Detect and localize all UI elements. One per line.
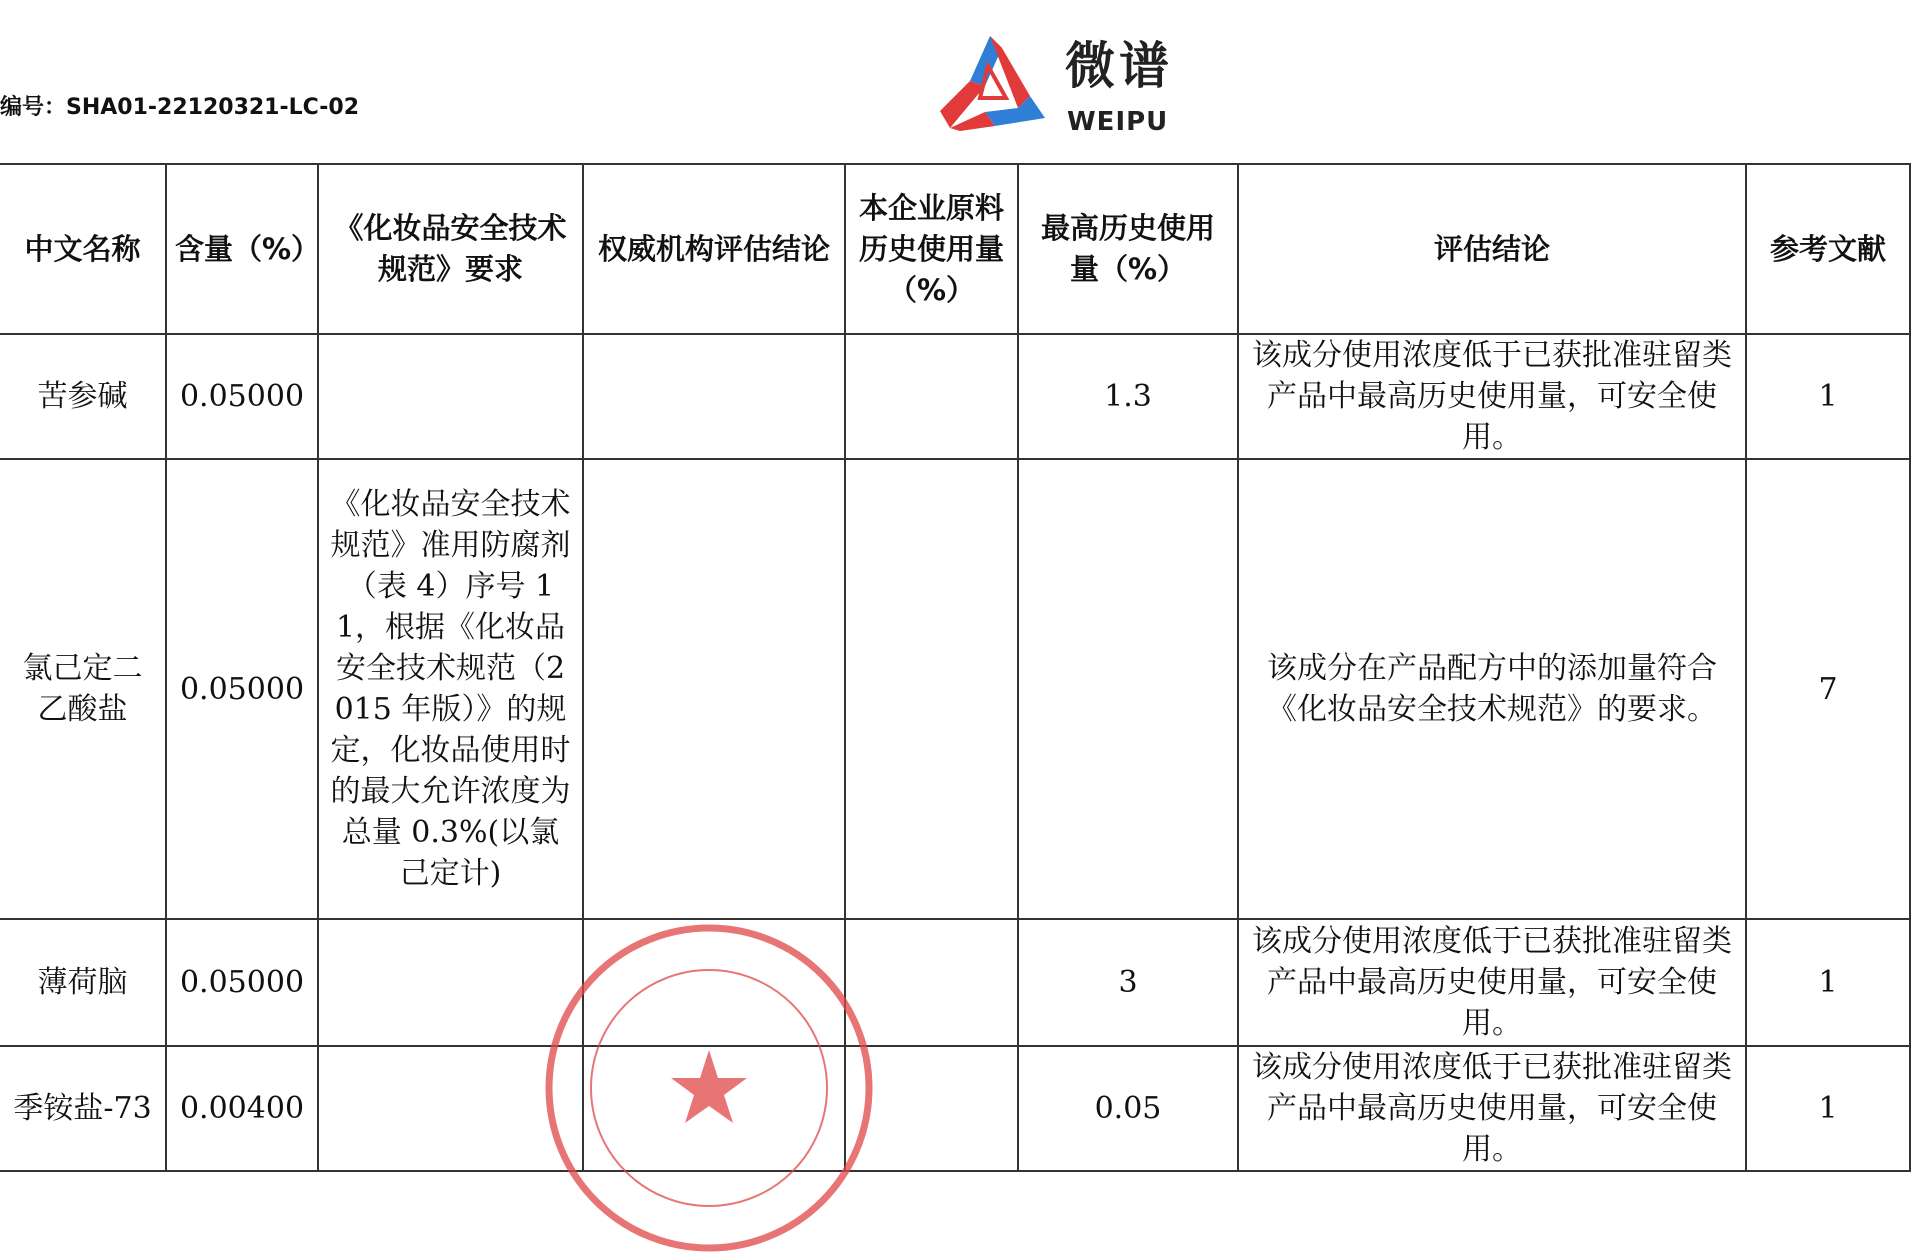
table-row xyxy=(0,459,1910,919)
cell-conclusion: 该成分使用浓度低于已获批准驻留类产品中最高历史使用量，可安全使用。 xyxy=(1238,919,1746,1046)
cell-standard: 《化妆品安全技术规范》准用防腐剂（表 4）序号 11，根据《化妆品安全技术规范（2015 年版）》的规定，化妆品使用时的最大允许浓度为总量 0.3%(以氯己定计) xyxy=(318,459,583,919)
cell-standard xyxy=(318,919,583,1046)
cell-authority xyxy=(583,1046,845,1171)
header-cell: 参考文献 xyxy=(1746,164,1910,334)
table-header-row xyxy=(0,164,1910,334)
logo-mark-icon xyxy=(940,36,1060,131)
cell-content: 0.05000 xyxy=(166,919,318,1046)
weipu-logo xyxy=(940,36,1220,146)
cell-authority xyxy=(583,334,845,459)
cell-name: 季铵盐-73 xyxy=(0,1046,166,1171)
cell-name: 薄荷脑 xyxy=(0,919,166,1046)
cell-max-history: 1.3 xyxy=(1018,334,1238,459)
cell-company-history xyxy=(845,919,1018,1046)
cell-name: 苦参碱 xyxy=(0,334,166,459)
header-cell: 中文名称 xyxy=(0,164,166,334)
cell-content: 0.00400 xyxy=(166,1046,318,1171)
cell-authority xyxy=(583,459,845,919)
table-row xyxy=(0,919,1910,1046)
cell-conclusion: 该成分使用浓度低于已获批准驻留类产品中最高历史使用量，可安全使用。 xyxy=(1238,334,1746,459)
report-number: 编号：SHA01-22120321-LC-02 xyxy=(0,95,360,120)
cell-max-history xyxy=(1018,459,1238,919)
cell-max-history: 0.05 xyxy=(1018,1046,1238,1171)
logo-name-en: WEIPU xyxy=(1067,107,1169,137)
cell-reference: 1 xyxy=(1746,334,1910,459)
cell-company-history xyxy=(845,459,1018,919)
ingredient-assessment-table xyxy=(0,163,1911,1172)
cell-conclusion: 该成分使用浓度低于已获批准驻留类产品中最高历史使用量，可安全使用。 xyxy=(1238,1046,1746,1171)
header-cell: 本企业原料历史使用量（%） xyxy=(845,164,1018,334)
header-cell: 最高历史使用量（%） xyxy=(1018,164,1238,334)
cell-company-history xyxy=(845,334,1018,459)
header-cell: 《化妆品安全技术规范》要求 xyxy=(318,164,583,334)
cell-standard xyxy=(318,334,583,459)
cell-reference: 1 xyxy=(1746,1046,1910,1171)
cell-authority xyxy=(583,919,845,1046)
cell-standard xyxy=(318,1046,583,1171)
table-row xyxy=(0,334,1910,459)
cell-name: 氯己定二乙酸盐 xyxy=(0,459,166,919)
cell-content: 0.05000 xyxy=(166,459,318,919)
cell-max-history: 3 xyxy=(1018,919,1238,1046)
cell-reference: 7 xyxy=(1746,459,1910,919)
table-row xyxy=(0,1046,1910,1171)
header-cell: 评估结论 xyxy=(1238,164,1746,334)
cell-conclusion: 该成分在产品配方中的添加量符合《化妆品安全技术规范》的要求。 xyxy=(1238,459,1746,919)
logo-name-cn: 微谱 xyxy=(1065,37,1173,95)
header-cell: 含量（%） xyxy=(166,164,318,334)
cell-reference: 1 xyxy=(1746,919,1910,1046)
cell-content: 0.05000 xyxy=(166,334,318,459)
cell-company-history xyxy=(845,1046,1018,1171)
header-cell: 权威机构评估结论 xyxy=(583,164,845,334)
